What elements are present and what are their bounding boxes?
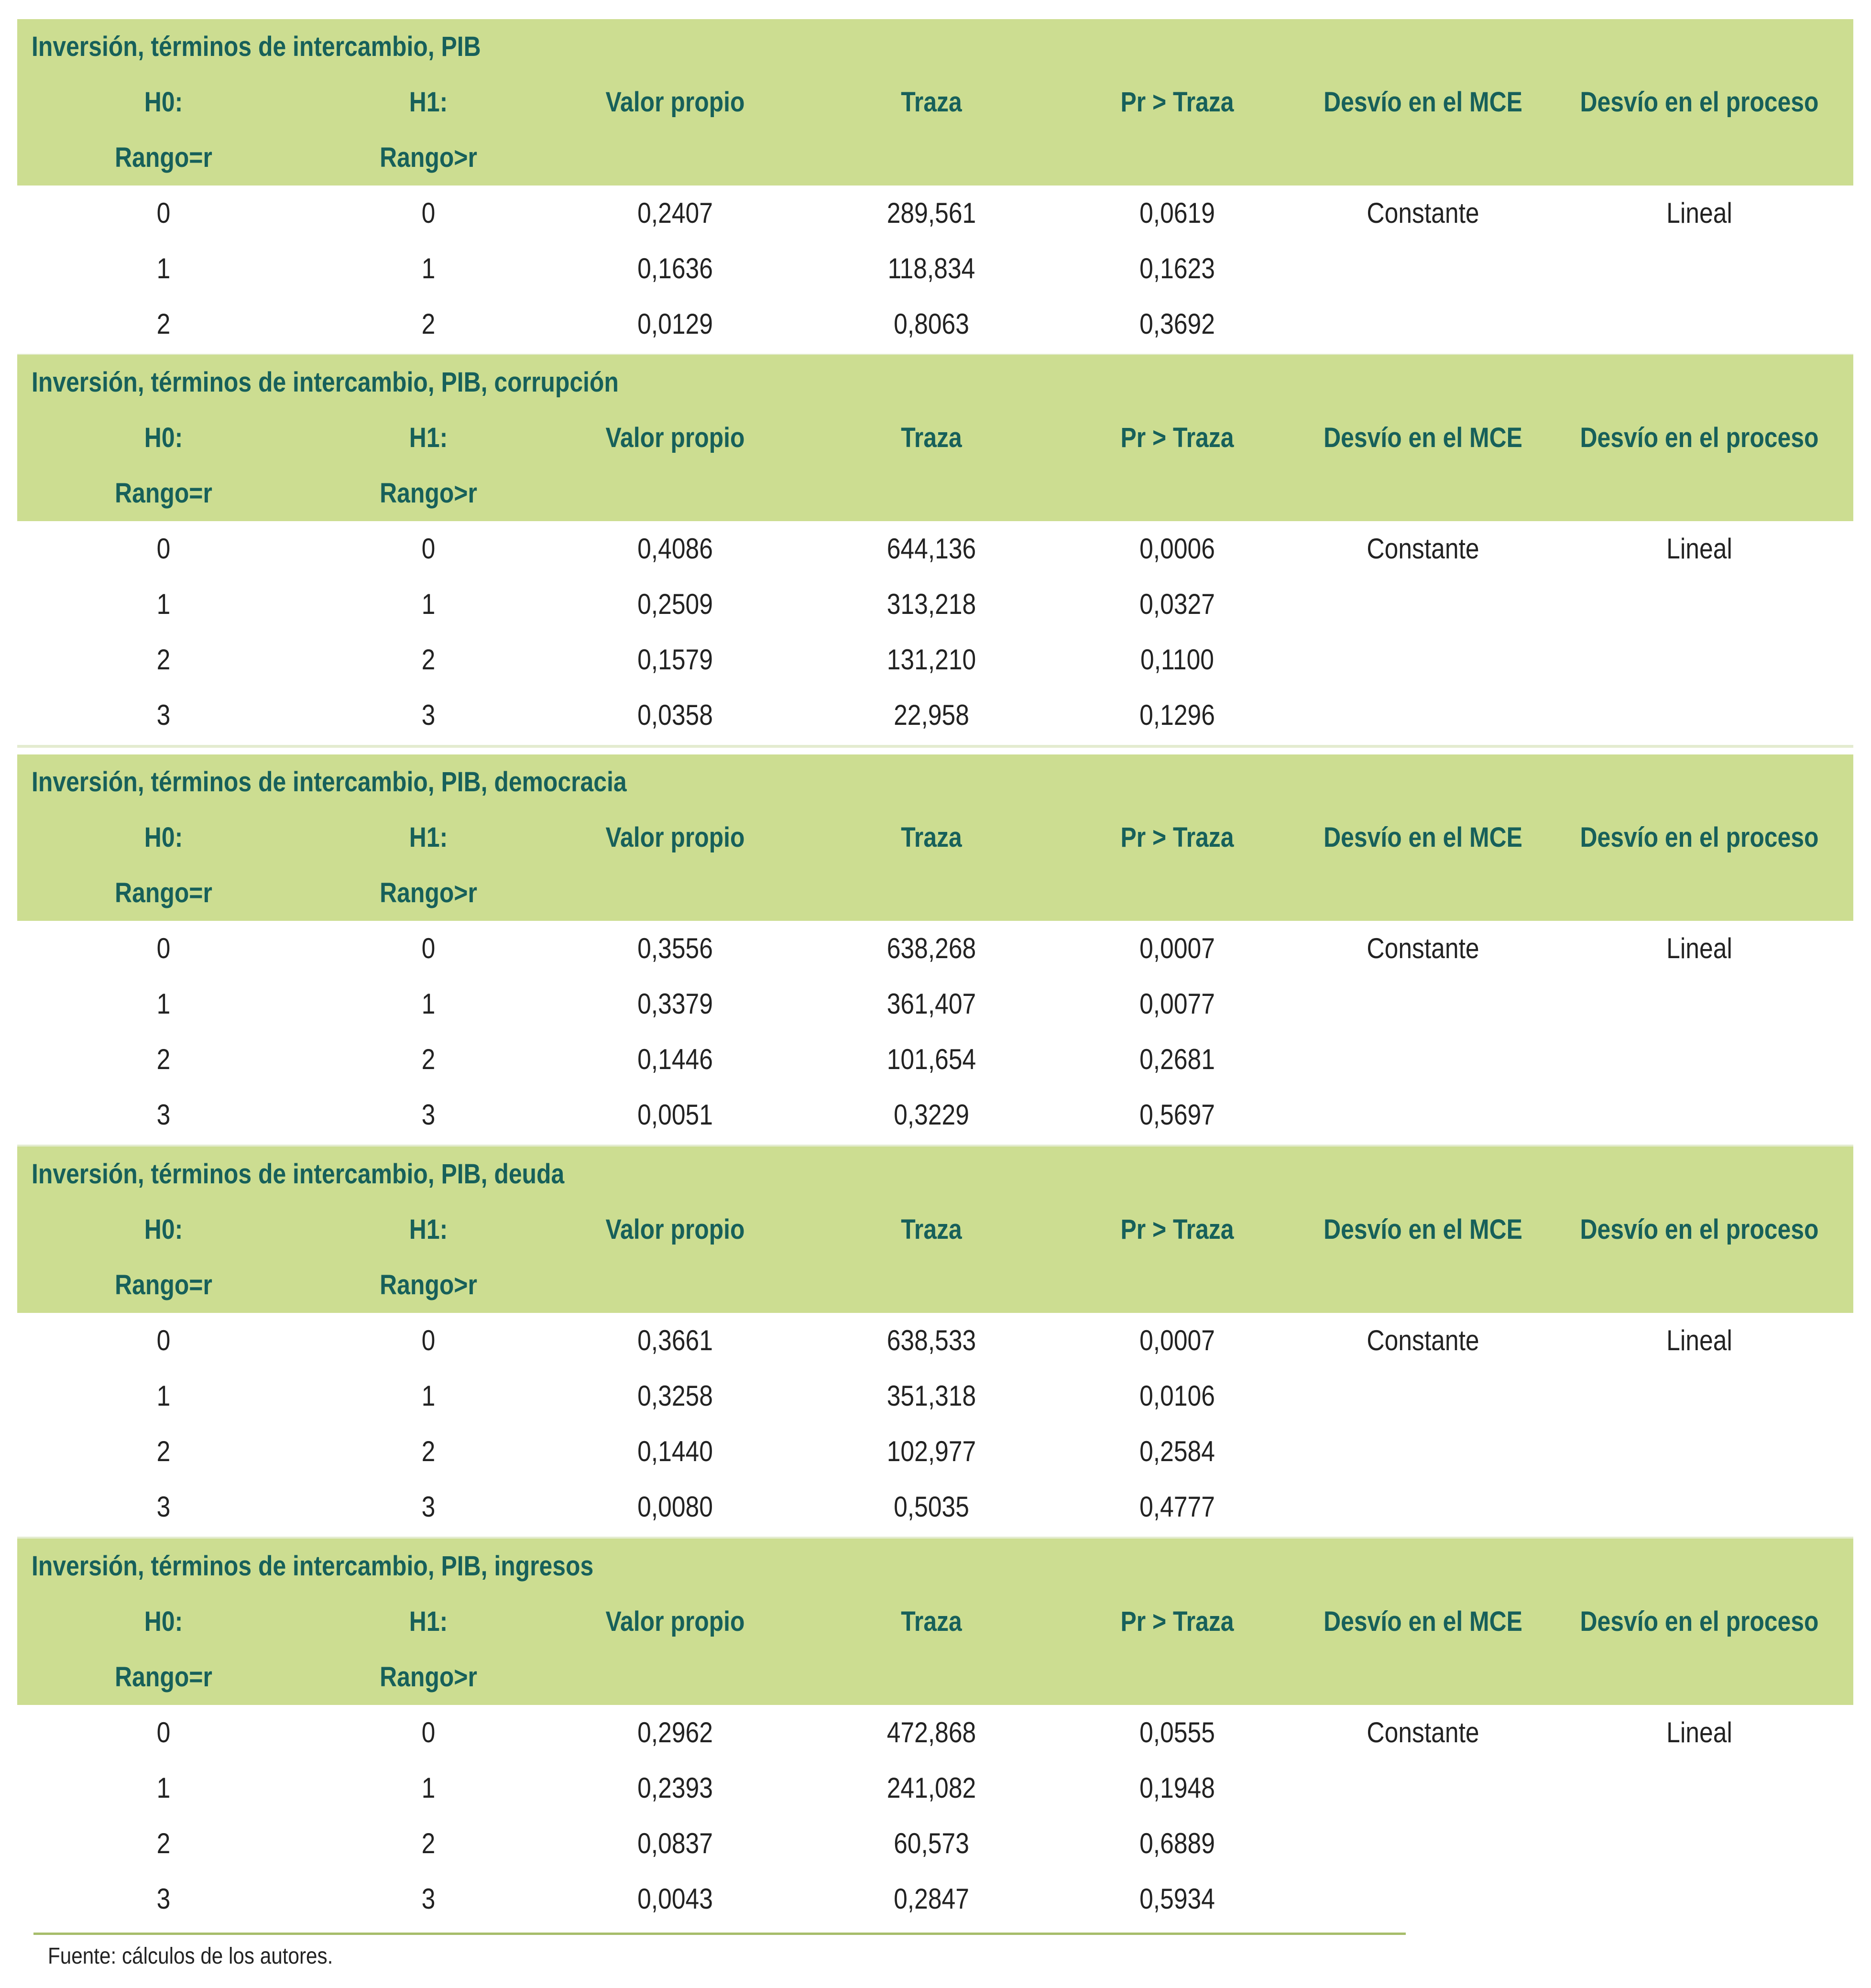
cell-valor-propio: 0,0837 [637,1827,713,1859]
source-note: Fuente: cálculos de los autores. [48,1944,333,1969]
cell-pr-traza: 0,5934 [1139,1883,1215,1915]
cell-h0: 2 [156,644,171,676]
cell-traza: 118,834 [887,252,975,284]
h0-header: H0: [144,1606,183,1637]
valor-propio-header: Valor propio [605,1214,745,1245]
cell-h0: 1 [156,1380,171,1412]
cell-h0: 3 [156,1099,171,1131]
table-row [17,1368,1853,1424]
cell-desvio-mce: Constante [1367,533,1479,565]
cell-h0: 2 [156,1435,171,1467]
table-row [17,186,1853,241]
h1-rank-header: Rango>r [380,1269,477,1300]
table-section [17,355,1853,743]
cell-valor-propio: 0,1579 [637,644,713,676]
cell-traza: 60,573 [894,1827,969,1859]
cell-traza: 131,210 [886,644,976,676]
h0-rank-header: Rango=r [115,142,212,173]
cell-valor-propio: 0,0043 [637,1883,713,1915]
cell-h1: 1 [421,1772,436,1804]
h0-header: H0: [144,422,183,453]
cell-valor-propio: 0,2407 [637,197,713,229]
cell-traza: 241,082 [886,1772,976,1804]
cell-valor-propio: 0,3661 [637,1324,713,1356]
cell-h0: 0 [156,1716,171,1748]
valor-propio-header: Valor propio [605,822,745,853]
table-section [17,1147,1853,1535]
pr-traza-header: Pr > Traza [1120,822,1234,853]
h0-header: H0: [144,87,183,118]
cell-traza: 289,561 [886,197,976,229]
cell-valor-propio: 0,2509 [637,588,713,620]
traza-header: Traza [901,822,962,853]
h0-header: H0: [144,822,183,853]
cell-traza: 0,5035 [894,1491,969,1523]
section-header [17,19,1853,186]
traza-header: Traza [901,1606,962,1637]
cell-pr-traza: 0,4777 [1139,1491,1215,1523]
pr-traza-header: Pr > Traza [1120,87,1234,118]
cell-h1: 3 [421,1099,436,1131]
desvio-mce-header: Desvío en el MCE [1324,1214,1522,1245]
cell-pr-traza: 0,0327 [1139,588,1215,620]
pr-traza-header: Pr > Traza [1120,1606,1234,1637]
cell-traza: 638,533 [886,1324,976,1356]
cell-h1: 1 [421,252,436,284]
table-section [17,1539,1853,1927]
cell-pr-traza: 0,2584 [1139,1435,1215,1467]
cell-h0: 2 [156,308,171,340]
cell-desvio-proceso: Lineal [1666,533,1732,565]
cell-traza: 644,136 [886,533,976,565]
cell-pr-traza: 0,1100 [1140,644,1214,676]
cell-h0: 1 [156,252,171,284]
cell-h0: 3 [156,1883,171,1915]
traza-header: Traza [901,87,962,118]
cell-valor-propio: 0,0129 [637,308,713,340]
desvio-proceso-header: Desvío en el proceso [1580,422,1819,453]
table-row [17,1760,1853,1816]
cell-traza: 638,268 [886,932,976,964]
cell-h1: 3 [421,1883,436,1915]
h0-rank-header: Rango=r [115,877,212,908]
cell-h1: 1 [421,588,436,620]
cell-h0: 3 [156,699,171,731]
cell-pr-traza: 0,6889 [1139,1827,1215,1859]
cell-h1: 0 [421,533,436,565]
h1-header: H1: [409,822,448,853]
section-header [17,1147,1853,1313]
cell-h0: 0 [156,197,171,229]
cell-desvio-proceso: Lineal [1666,1324,1732,1356]
cell-h1: 0 [421,1324,436,1356]
table-row [17,1871,1853,1927]
section-header [17,754,1853,921]
table-row [17,1087,1853,1143]
cell-pr-traza: 0,0007 [1139,1324,1215,1356]
cell-pr-traza: 0,1296 [1139,699,1215,731]
desvio-mce-header: Desvío en el MCE [1324,1606,1522,1637]
desvio-proceso-header: Desvío en el proceso [1580,822,1819,853]
cell-valor-propio: 0,4086 [637,533,713,565]
cell-h0: 1 [156,1772,171,1804]
cell-valor-propio: 0,2393 [637,1772,713,1804]
cell-pr-traza: 0,0106 [1139,1380,1215,1412]
cell-valor-propio: 0,3258 [637,1380,713,1412]
table-row [17,521,1853,577]
cell-pr-traza: 0,1948 [1139,1772,1215,1804]
desvio-mce-header: Desvío en el MCE [1324,422,1522,453]
cell-valor-propio: 0,0051 [637,1099,713,1131]
cell-h1: 3 [421,1491,436,1523]
cell-desvio-mce: Constante [1367,1324,1479,1356]
table-row [17,241,1853,296]
desvio-proceso-header: Desvío en el proceso [1580,87,1819,118]
h1-header: H1: [409,87,448,118]
h1-header: H1: [409,422,448,453]
cell-h1: 0 [421,197,436,229]
traza-header: Traza [901,422,962,453]
cell-valor-propio: 0,1636 [637,252,713,284]
h0-rank-header: Rango=r [115,1661,212,1693]
cell-valor-propio: 0,3556 [637,932,713,964]
section-header [17,1539,1853,1705]
table-row [17,1313,1853,1368]
valor-propio-header: Valor propio [605,422,745,453]
cell-traza: 313,218 [886,588,976,620]
section-header [17,355,1853,521]
cell-traza: 472,868 [886,1716,976,1748]
h1-header: H1: [409,1214,448,1245]
cell-h0: 3 [156,1491,171,1523]
cell-h0: 0 [156,1324,171,1356]
h1-rank-header: Rango>r [380,877,477,908]
section-divider [17,745,1853,748]
table-row [17,1705,1853,1760]
cell-h1: 1 [421,988,436,1020]
table-row [17,921,1853,976]
cell-traza: 101,654 [886,1043,976,1075]
cell-desvio-mce: Constante [1367,1716,1479,1748]
cell-pr-traza: 0,5697 [1139,1099,1215,1131]
cell-h1: 2 [421,308,436,340]
cell-traza: 361,407 [886,988,976,1020]
desvio-proceso-header: Desvío en el proceso [1580,1606,1819,1637]
bottom-rule [33,1933,1406,1935]
table-section [17,19,1853,352]
section-title: Inversión, términos de intercambio, PIB, ingresos [32,1551,594,1582]
cell-h0: 2 [156,1827,171,1859]
valor-propio-header: Valor propio [605,87,745,118]
table-row [17,577,1853,632]
desvio-mce-header: Desvío en el MCE [1324,87,1522,118]
table-row [17,1479,1853,1535]
cell-traza: 0,8063 [894,308,969,340]
cell-h1: 0 [421,932,436,964]
h1-header: H1: [409,1606,448,1637]
cell-traza: 351,318 [886,1380,976,1412]
section-title: Inversión, términos de intercambio, PIB, democracia [32,766,627,797]
table-row [17,1424,1853,1479]
cell-valor-propio: 0,1446 [637,1043,713,1075]
table-row [17,296,1853,352]
cell-h0: 0 [156,932,171,964]
table-row [17,688,1853,743]
h0-rank-header: Rango=r [115,478,212,509]
cell-valor-propio: 0,0358 [637,699,713,731]
cell-desvio-mce: Constante [1367,932,1479,964]
valor-propio-header: Valor propio [605,1606,745,1637]
desvio-proceso-header: Desvío en el proceso [1580,1214,1819,1245]
cell-h1: 3 [421,699,436,731]
cell-pr-traza: 0,0007 [1139,932,1215,964]
cell-pr-traza: 0,0077 [1139,988,1215,1020]
h1-rank-header: Rango>r [380,478,477,509]
cell-pr-traza: 0,2681 [1139,1043,1215,1075]
table-row [17,1816,1853,1871]
table-row [17,976,1853,1032]
cell-h1: 1 [421,1380,436,1412]
h0-rank-header: Rango=r [115,1269,212,1300]
pr-traza-header: Pr > Traza [1120,422,1234,453]
cell-traza: 22,958 [894,699,969,731]
cell-pr-traza: 0,0006 [1139,533,1215,565]
cell-desvio-proceso: Lineal [1666,1716,1732,1748]
cell-h0: 1 [156,588,171,620]
table-row [17,632,1853,688]
cell-pr-traza: 0,3692 [1139,308,1215,340]
traza-header: Traza [901,1214,962,1245]
cell-valor-propio: 0,0080 [637,1491,713,1523]
cell-h0: 1 [156,988,171,1020]
desvio-mce-header: Desvío en el MCE [1324,822,1522,853]
section-title: Inversión, términos de intercambio, PIB, deuda [32,1158,565,1190]
cell-h1: 0 [421,1716,436,1748]
h1-rank-header: Rango>r [380,1661,477,1693]
table-section [17,754,1853,1143]
cell-traza: 102,977 [886,1435,976,1467]
cell-h1: 2 [421,644,436,676]
cell-pr-traza: 0,1623 [1139,252,1215,284]
section-title: Inversión, términos de intercambio, PIB [32,31,481,62]
cell-traza: 0,3229 [894,1099,969,1131]
cell-valor-propio: 0,2962 [637,1716,713,1748]
cell-h1: 2 [421,1435,436,1467]
pr-traza-header: Pr > Traza [1120,1214,1234,1245]
cell-valor-propio: 0,1440 [637,1435,713,1467]
cell-h0: 2 [156,1043,171,1075]
cell-h1: 2 [421,1043,436,1075]
cell-desvio-proceso: Lineal [1666,932,1732,964]
cell-pr-traza: 0,0619 [1139,197,1215,229]
section-title: Inversión, términos de intercambio, PIB, corrupción [32,367,619,398]
cell-desvio-proceso: Lineal [1666,197,1732,229]
table-row [17,1032,1853,1087]
h0-header: H0: [144,1214,183,1245]
cell-desvio-mce: Constante [1367,197,1479,229]
h1-rank-header: Rango>r [380,142,477,173]
cell-pr-traza: 0,0555 [1139,1716,1215,1748]
cell-traza: 0,2847 [894,1883,969,1915]
cell-h0: 0 [156,533,171,565]
cell-h1: 2 [421,1827,436,1859]
cell-valor-propio: 0,3379 [637,988,713,1020]
